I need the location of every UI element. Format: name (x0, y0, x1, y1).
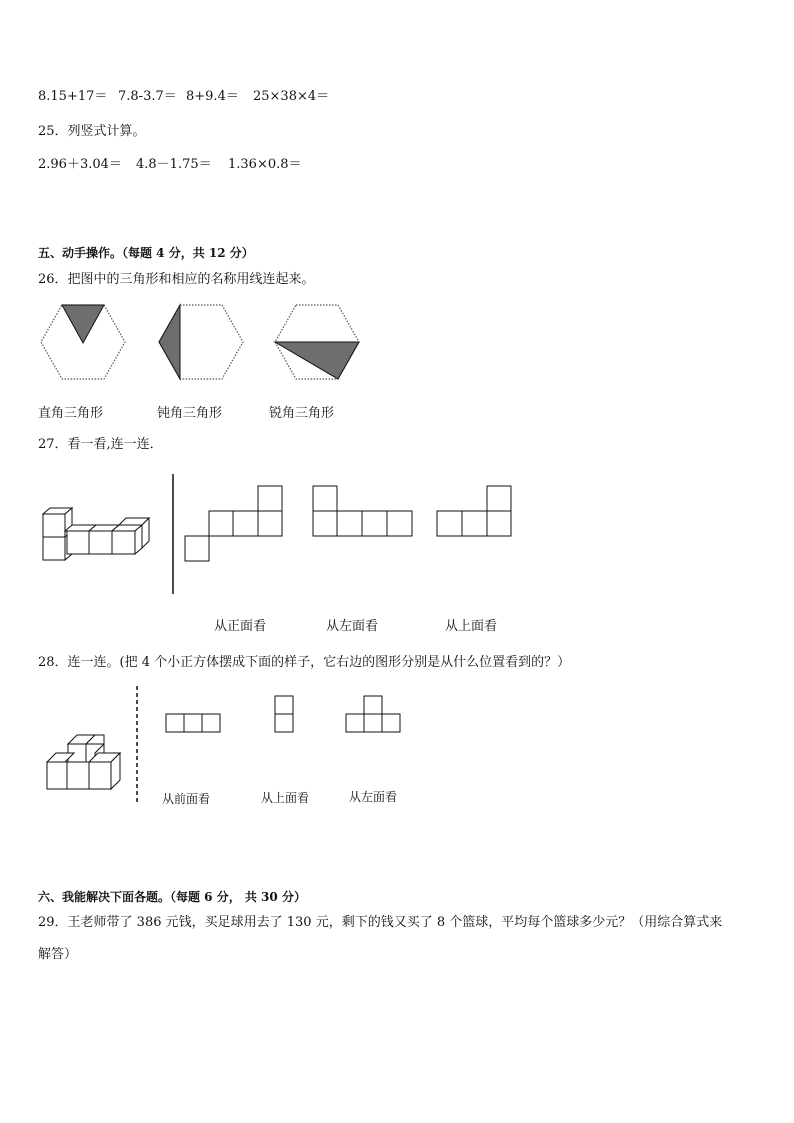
section5-title: 五、动手操作。（每题 4 分，共 12 分） (38, 246, 254, 260)
calc-item-3: 8+9.4＝ (186, 89, 239, 104)
q25-item-2: 4.8－1.75＝ (136, 157, 212, 172)
section6-title: 六、我能解决下面各题。（每题 6 分， 共 30 分） (38, 890, 306, 904)
q25-item-1: 2.96＋3.04＝ (38, 157, 122, 172)
q28-label-2: 从上面看 (261, 791, 310, 805)
q29-line-1: 29．王老师带了 386 元钱，买足球用去了 130 元，剩下的钱又买了 8 个篮球，平均每个篮球多少元？（用综合算式来 (38, 915, 723, 930)
q26-label-2: 钝角三角形 (157, 406, 223, 421)
q27-label-1: 从正面看 (214, 619, 267, 634)
q27-title: 27．看一看,连一连． (38, 437, 163, 452)
calc-item-2: 7.8-3.7＝ (118, 89, 177, 104)
q28-view-2 (275, 696, 293, 732)
q25-title: 25．列竖式计算。 (38, 124, 146, 139)
q26-title: 26．把图中的三角形和相应的名称用线连起来。 (38, 272, 315, 287)
calc-item-1: 8.15+17＝ (38, 89, 108, 104)
q26-label-3: 锐角三角形 (269, 406, 335, 421)
q27-label-3: 从上面看 (445, 619, 498, 634)
q26-label-1: 直角三角形 (38, 406, 104, 421)
q27-label-2: 从左面看 (326, 619, 379, 634)
q25-item-3: 1.36×0.8＝ (228, 157, 302, 172)
calc-item-4: 25×38×4＝ (253, 89, 330, 104)
q28-title: 28．连一连。(把 4 个小正方体摆成下面的样子，它右边的图形分别是从什么位置看到的？） (38, 655, 571, 670)
q28-label-1: 从前面看 (162, 792, 211, 806)
q28-view-3 (346, 696, 400, 732)
q28-view-1 (166, 714, 220, 732)
q29-line-2: 解答） (38, 947, 78, 962)
q28-cube-model (47, 735, 120, 789)
q28-label-3: 从左面看 (349, 790, 398, 804)
